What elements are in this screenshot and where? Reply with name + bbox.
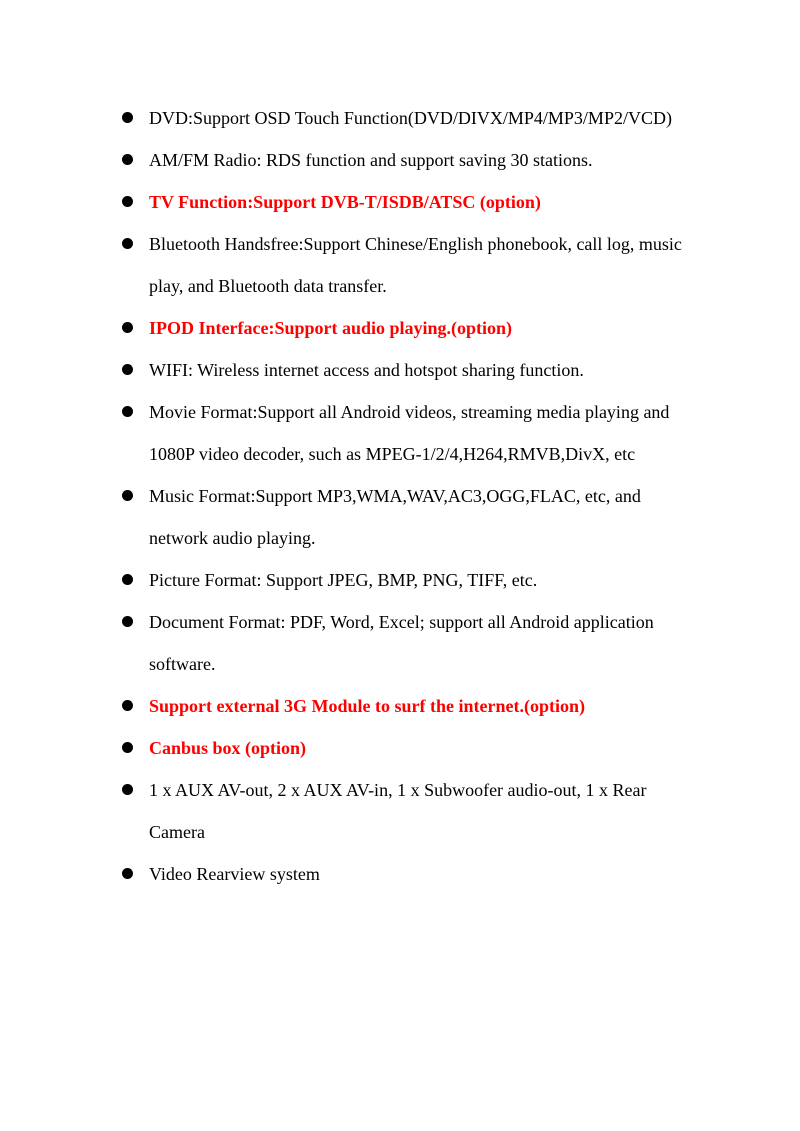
bullet-icon [122, 700, 133, 711]
list-item [122, 475, 702, 559]
list-item [122, 139, 702, 181]
item-text: Movie Format:Support all Android videos, streaming media playing and 1080P video decoder, such as MPEG-1/2/4,H264,RMVB,DivX, etc [149, 402, 670, 464]
feature-list [122, 97, 702, 895]
list-item [122, 349, 702, 391]
bullet-icon [122, 868, 133, 879]
bullet-icon [122, 322, 133, 333]
item-text: 1 x AUX AV-out, 2 x AUX AV-in, 1 x Subwoofer audio-out, 1 x Rear Camera [149, 780, 647, 842]
bullet-icon [122, 742, 133, 753]
item-text: Music Format:Support MP3,WMA,WAV,AC3,OGG,FLAC, etc, and network audio playing. [149, 486, 641, 548]
list-item [122, 391, 702, 475]
list-item [122, 727, 702, 769]
list-item [122, 559, 702, 601]
list-item [122, 97, 702, 139]
item-text: Video Rearview system [149, 864, 320, 884]
bullet-icon [122, 784, 133, 795]
bullet-icon [122, 238, 133, 249]
bullet-icon [122, 406, 133, 417]
item-text: IPOD Interface:Support audio playing.(option) [149, 318, 513, 338]
bullet-icon [122, 490, 133, 501]
list-item [122, 307, 702, 349]
item-text: TV Function:Support DVB-T/ISDB/ATSC (option) [149, 192, 541, 212]
item-text: Support external 3G Module to surf the internet.(option) [149, 696, 585, 716]
list-item [122, 853, 702, 895]
list-item [122, 769, 702, 853]
item-text: Document Format: PDF, Word, Excel; support all Android application software. [149, 612, 654, 674]
item-text: Bluetooth Handsfree:Support Chinese/English phonebook, call log, music play, and Bluetooth data transfer. [149, 234, 682, 296]
item-text: AM/FM Radio: RDS function and support saving 30 stations. [149, 150, 593, 170]
item-text: WIFI: Wireless internet access and hotspot sharing function. [149, 360, 584, 380]
item-text: Picture Format: Support JPEG, BMP, PNG, TIFF, etc. [149, 570, 538, 590]
list-item [122, 181, 702, 223]
item-text: Canbus box (option) [149, 738, 307, 758]
bullet-icon [122, 574, 133, 585]
item-text: DVD:Support OSD Touch Function(DVD/DIVX/MP4/MP3/MP2/VCD) [149, 108, 672, 128]
bullet-icon [122, 154, 133, 165]
list-item [122, 601, 702, 685]
bullet-icon [122, 112, 133, 123]
list-item [122, 685, 702, 727]
bullet-icon [122, 196, 133, 207]
list-item [122, 223, 702, 307]
bullet-icon [122, 364, 133, 375]
bullet-icon [122, 616, 133, 627]
